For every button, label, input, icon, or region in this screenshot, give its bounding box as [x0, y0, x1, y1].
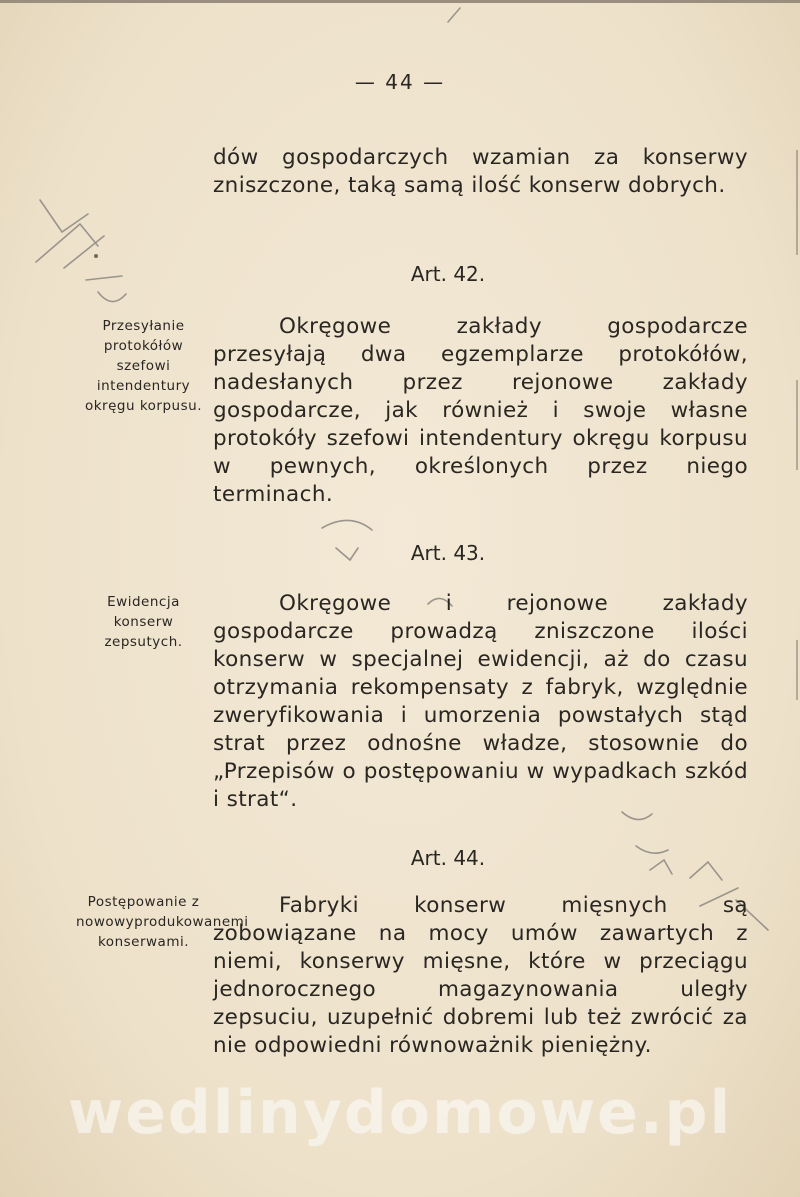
- article-42-margin-note: Przesyłanie protokółów szefowi intendentury okręgu korpusu.: [84, 318, 202, 414]
- article-44-text: Fabryki konserw mięsnych są zobowiązane na mocy umów zawartych z niemi, konserwy mięsne, które w przeciągu jednorocznego magazynowania uległy zepsuciu, uzupełnić dobremi lub też zwrócić za nie odpowiedni równoważnik pieniężny.: [213, 893, 748, 1058]
- article-43-text: Okręgowe i rejonowe zakłady gospodarcze prowadzą zniszczone ilości konserw w specjalnej ewidencji, aż do czasu otrzymania rekompensaty z fabryk, względnie zweryfikowania i umorzenia powstałych stąd strat przez odnośne władze, stosownie do „Przepisów o postępowaniu w wypadkach szkód i strat“.: [213, 591, 748, 812]
- intro-paragraph: dów gospodarczych wzamian za konserwy zniszczone, taką samą ilość konserw dobrych.: [213, 145, 748, 198]
- page-number: — 44 —: [354, 70, 446, 94]
- article-44-heading: Art. 44.: [410, 846, 486, 870]
- article-42-heading: Art. 42.: [410, 262, 486, 286]
- watermark: wedlinydomowe.pl: [67, 1078, 733, 1148]
- article-42-text: Okręgowe zakłady gospodarcze przesyłają dwa egzemplarze protokółów, nadesłanych przez rejonowe zakłady gospodarcze, jak również i swoje własne protokóły szefowi intendentury okręgu korpusu w pewnych, określonych przez niego terminach.: [213, 314, 748, 507]
- article-43-heading: Art. 43.: [410, 541, 486, 565]
- article-44-margin-note: Postępowanie z nowowyprodukowanemi konserwami.: [76, 894, 249, 950]
- article-43-margin-note: Ewidencja konserw zepsutych.: [104, 594, 183, 650]
